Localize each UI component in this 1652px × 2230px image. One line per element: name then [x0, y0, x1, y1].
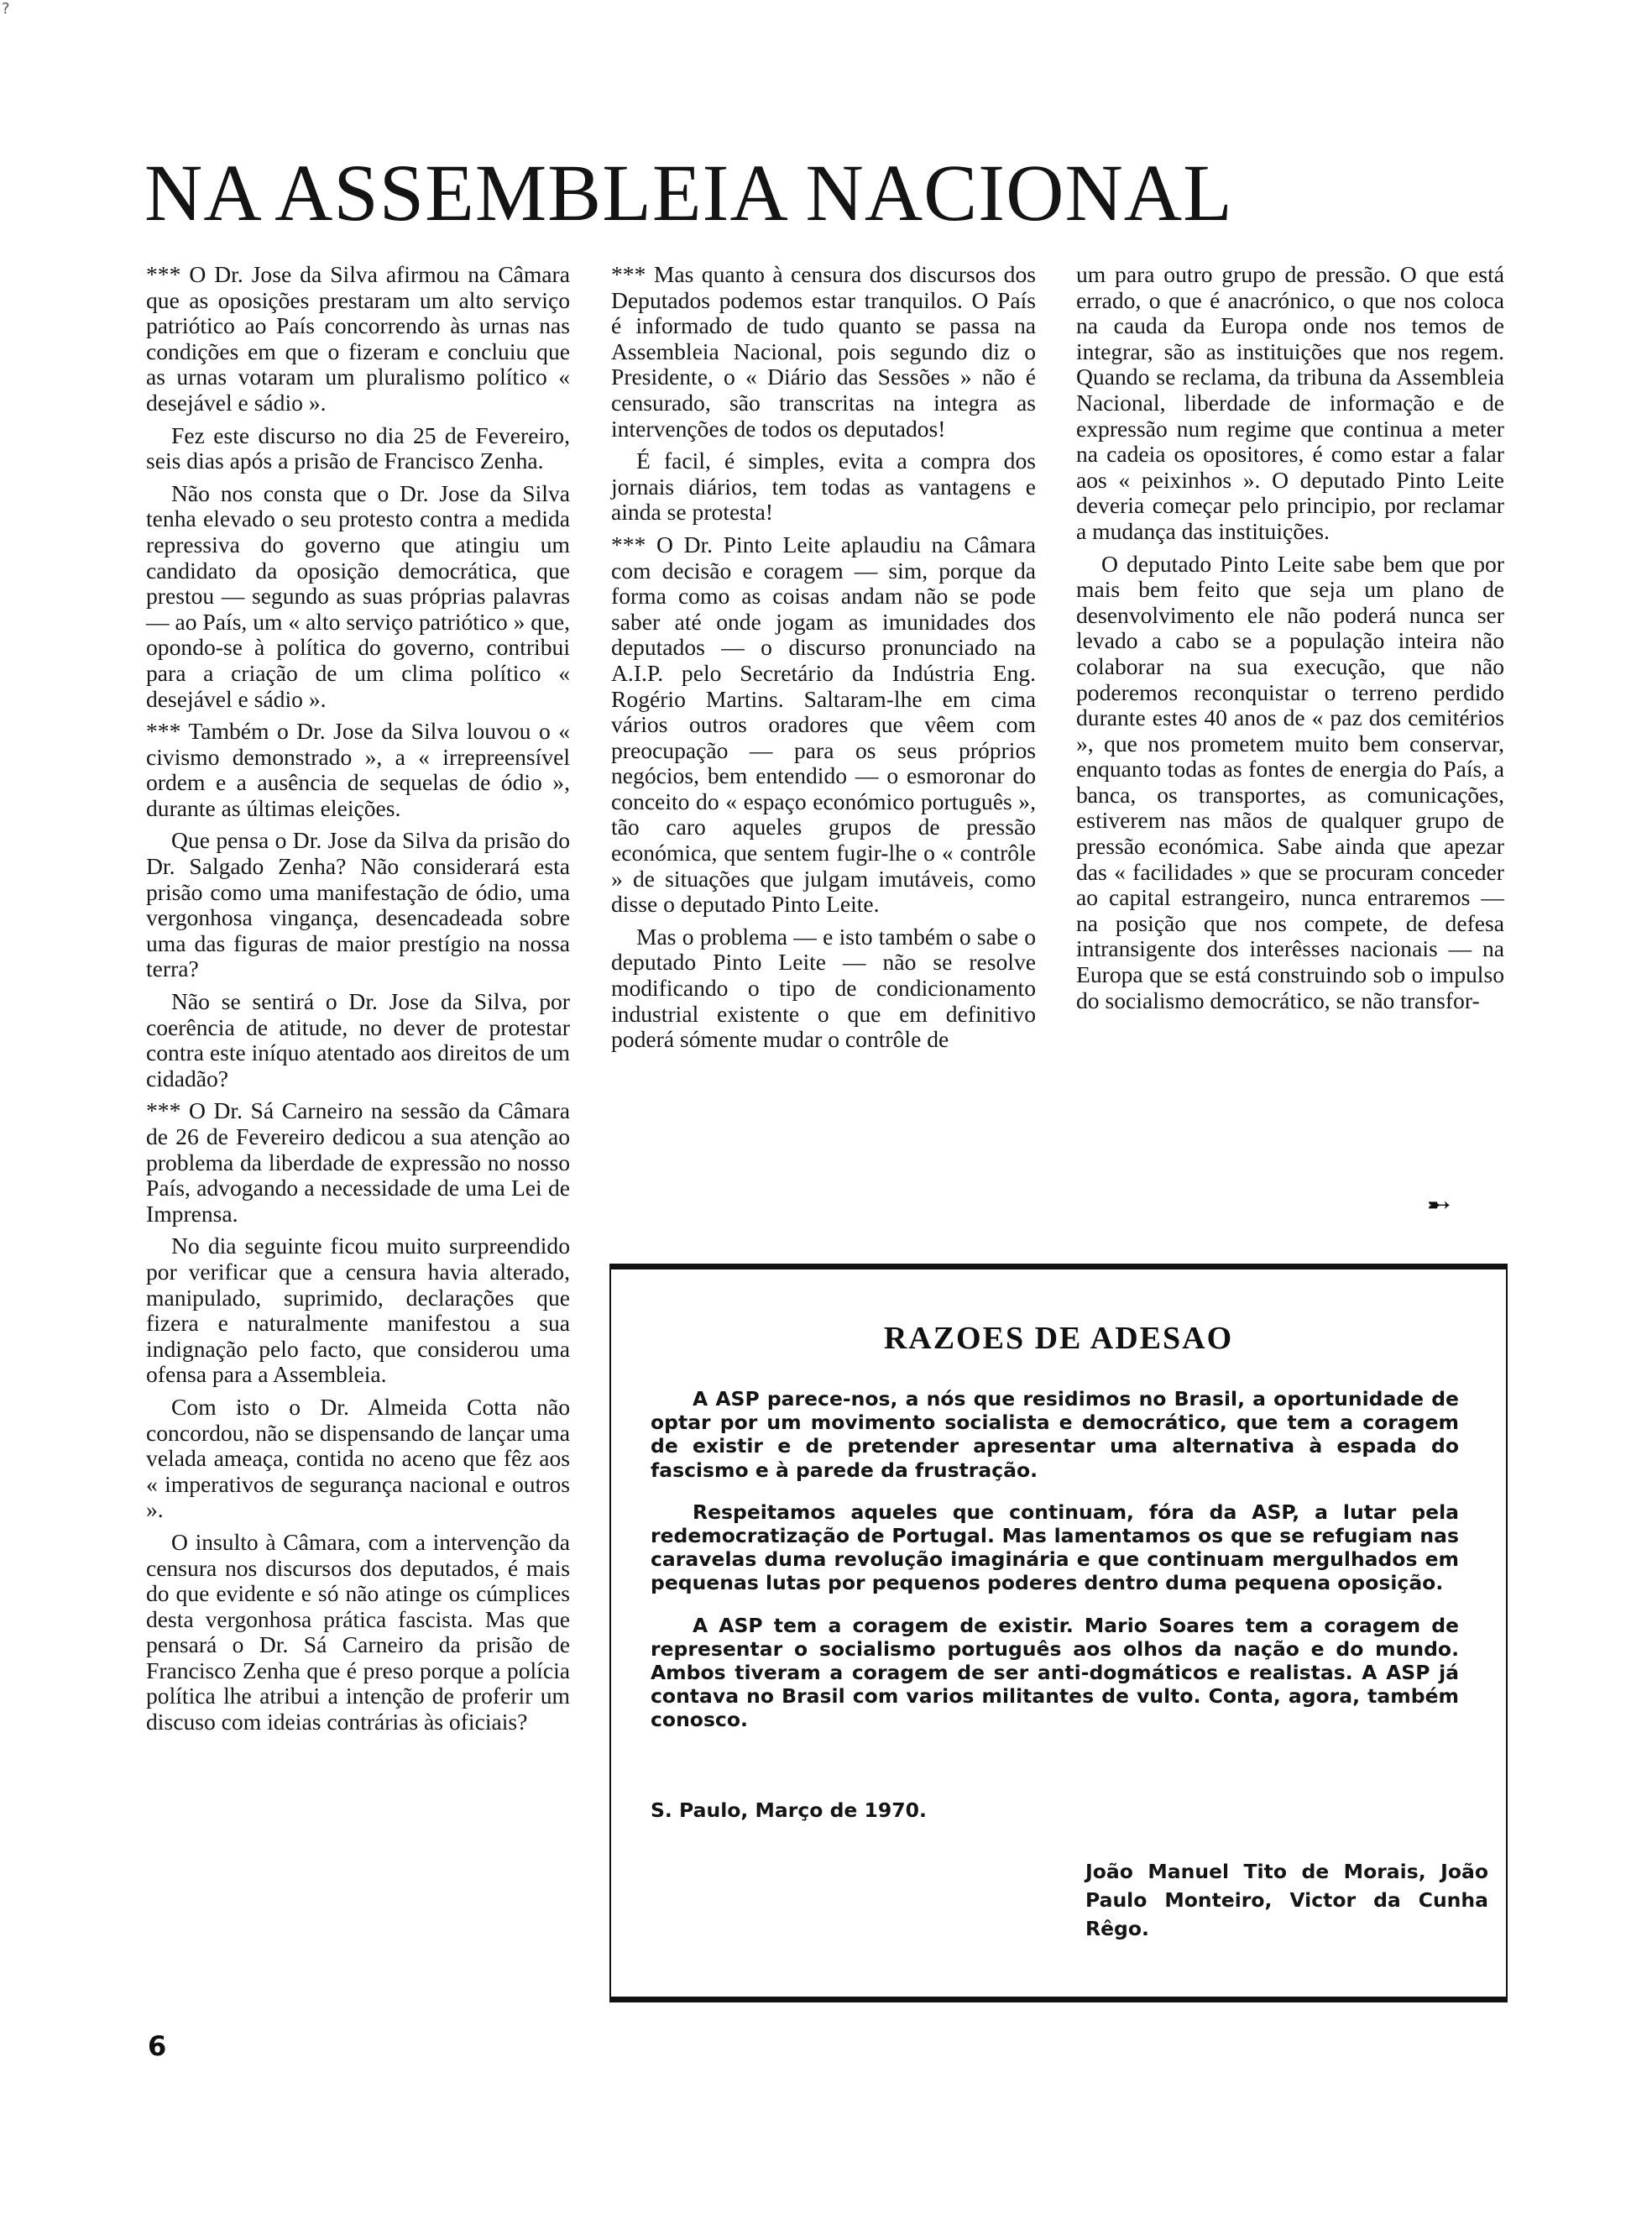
col3-paragraph: um para outro grupo de pressão. O que está errado, o que é anacrónico, o que nos coloca na cauda da Europa onde nos temos de integrar, são as instituições que nos regem. Quando se reclama, da tribuna da Assembleia Nacional, liberdade de informação e de expressão num regime que continua a meter na cadeia os opositores, é como estar a falar aos « peixinhos ». O deputado Pinto Leite deveria começar pelo principio, por reclamar a mudança das instituições.: [1076, 261, 1504, 544]
box-title: RAZOES DE ADESAO: [883, 1321, 1234, 1356]
col2-paragraph: É facil, é simples, evita a compra dos jornais diários, tem todas as vantagens e ainda se protesta!: [611, 448, 1036, 526]
corner-mark: ?: [2, 0, 10, 18]
continue-arrow-icon: ➸: [1427, 1188, 1451, 1222]
col3-paragraph: O deputado Pinto Leite sabe bem que por mais bem feito que seja um plano de desenvolvimento ele não poderá nunca ser levado a cabo se a população inteira não colaborar na sua execução, que não poderemos reconquistar o terreno perdido durante estes 40 anos de « paz dos cemitérios », que nos prometem muito bem conservar, enquanto todas as fontes de energia do País, a banca, os transportes, as comunicações, estiverem nas mãos de qualquer grupo de pressão económica. Sabe ainda que apezar das « facilidades » que se procuram conceder ao capital estrangeiro, nunca entraremos — na posição que nos compete, de defesa intransigente dos interêsses nacionais — na Europa que se está construindo sob o impulso do socialismo democrático, se não transfor-: [1076, 550, 1504, 1013]
col2-paragraph: *** O Dr. Pinto Leite aplaudiu na Câmara com decisão e coragem — sim, porque da forma como as coisas andam não se pode saber até onde jogam as imunidades dos deputados — o discurso pronunciado na A.I.P. pelo Secretário da Indústria Eng. Rogério Martins. Saltaram-lhe em cima vários outros oradores que vêem com preocupação — para os seus próprios negócios, bem entendido — o esmoronar do conceito do « espaço económico português », tão caro aqueles grupos de pressão económica, que sentem fugir-lhe o « contrôle » de situações que julgam imutáveis, como disse o deputado Pinto Leite.: [611, 531, 1036, 918]
box-body: [651, 1387, 1459, 1751]
box-paragraph: Respeitamos aqueles que continuam, fóra da ASP, a lutar pela redemocratização de Portugal. Mas lamentamos os que se refugiam nas caravelas duma revolução imaginária e que continuam mergulhados em pequenas lutas por pequenos poderes dentro duma pequena oposição.: [651, 1500, 1459, 1595]
adhesion-box: [609, 1264, 1508, 2002]
signatories: João Manuel Tito de Morais, João Paulo Monteiro, Victor da Cunha Rêgo.: [1085, 1860, 1488, 1940]
col1-paragraph: *** O Dr. Jose da Silva afirmou na Câmara que as oposições prestaram um alto serviço patriótico ao País concorrendo às urnas nas condições em que o fizeram e concluiu que as urnas votaram um pluralismo político « desejável e sádio ».: [146, 261, 570, 416]
col2-paragraph: *** Mas quanto à censura dos discursos dos Deputados podemos estar tranquilos. O País é informado de tudo quanto se passa na Assembleia Nacional, pois segundo diz o Presidente, o « Diário das Sessões » não é censurado, são transcritas na integra as intervenções de todos os deputados!: [611, 261, 1036, 442]
article-column-3: [1076, 262, 1504, 1020]
place-date: S. Paulo, Março de 1970.: [651, 1798, 927, 1822]
article-column-2: [611, 262, 1036, 1060]
page-title: NA ASSEMBLEIA NACIONAL: [144, 148, 1233, 238]
col1-paragraph: Não se sentirá o Dr. Jose da Silva, por coerência de atitude, no dever de protestar contra este iníquo atentado aos direitos de um cidadão?: [146, 988, 570, 1091]
col1-paragraph: O insulto à Câmara, com a intervenção da censura nos discursos dos deputados, é mais do que evidente e só não atinge os cúmplices desta vergonhosa prática fascista. Mas que pensará o Dr. Sá Carneiro da prisão de Francisco Zenha que é preso porque a polícia política lhe atribui a intenção de proferir um discuso com ideias contrárias às oficiais?: [146, 1528, 570, 1735]
col1-paragraph: *** O Dr. Sá Carneiro na sessão da Câmara de 26 de Fevereiro dedicou a sua atenção ao problema da liberdade de expressão no nosso País, advogando a necessidade de uma Lei de Imprensa.: [146, 1097, 570, 1227]
box-paragraph: A ASP tem a coragem de existir. Mario Soares tem a coragem de representar o socialismo português aos olhos da nação e do mundo. Ambos tiveram a coragem de ser anti-dogmáticos e realistas. A ASP já contava no Brasil com varios militantes de vulto. Conta, agora, também conosco.: [651, 1613, 1459, 1732]
col1-paragraph: Não nos consta que o Dr. Jose da Silva tenha elevado o seu protesto contra a medida repressiva do governo que atingiu um candidato da oposição democrática, que prestou — segundo as suas próprias palavras — ao País, um « alto serviço patriótico » que, opondo-se à política do governo, contribui para a criação de um clima político « desejável e sádio ».: [146, 479, 571, 712]
col1-paragraph: *** Também o Dr. Jose da Silva louvou o « civismo demonstrado », a « irrepreensível ordem e a ausência de sequelas de ódio », durante as últimas eleições.: [146, 718, 570, 821]
page-number: 6: [148, 2030, 167, 2062]
col2-paragraph: Mas o problema — e isto também o sabe o deputado Pinto Leite — não se resolve modificando o tipo de condicionamento industrial existente o que em definitivo poderá sómente mudar o contrôle de: [611, 923, 1036, 1053]
col1-paragraph: Fez este discurso no dia 25 de Fevereiro, seis dias após a prisão de Francisco Zenha.: [146, 421, 570, 474]
col1-paragraph: Com isto o Dr. Almeida Cotta não concordou, não se dispensando de lançar uma velada ameaça, contida no aceno que fêz aos « imperativos de segurança nacional e outros ».: [146, 1393, 570, 1523]
article-column-1: [146, 262, 570, 1742]
col1-paragraph: No dia seguinte ficou muito surpreendido por verificar que a censura havia alterado, manipulado, suprimido, declarações que fizera e naturalmente manifestou a sua indignação pelo facto, que considerou uma ofensa para a Assembleia.: [146, 1233, 570, 1388]
box-paragraph: A ASP parece-nos, a nós que residimos no Brasil, a oportunidade de optar por um movimento socialista e democrático, que tem a coragem de existir e de pretender apresentar uma alternativa à espada do fascismo e à parede da frustração.: [651, 1387, 1459, 1482]
col1-paragraph: Que pensa o Dr. Jose da Silva da prisão do Dr. Salgado Zenha? Não considerará esta prisão como uma manifestação de ódio, uma vergonhosa vingança, desencadeada sobre uma das figuras de maior prestígio na nossa terra?: [146, 827, 570, 982]
